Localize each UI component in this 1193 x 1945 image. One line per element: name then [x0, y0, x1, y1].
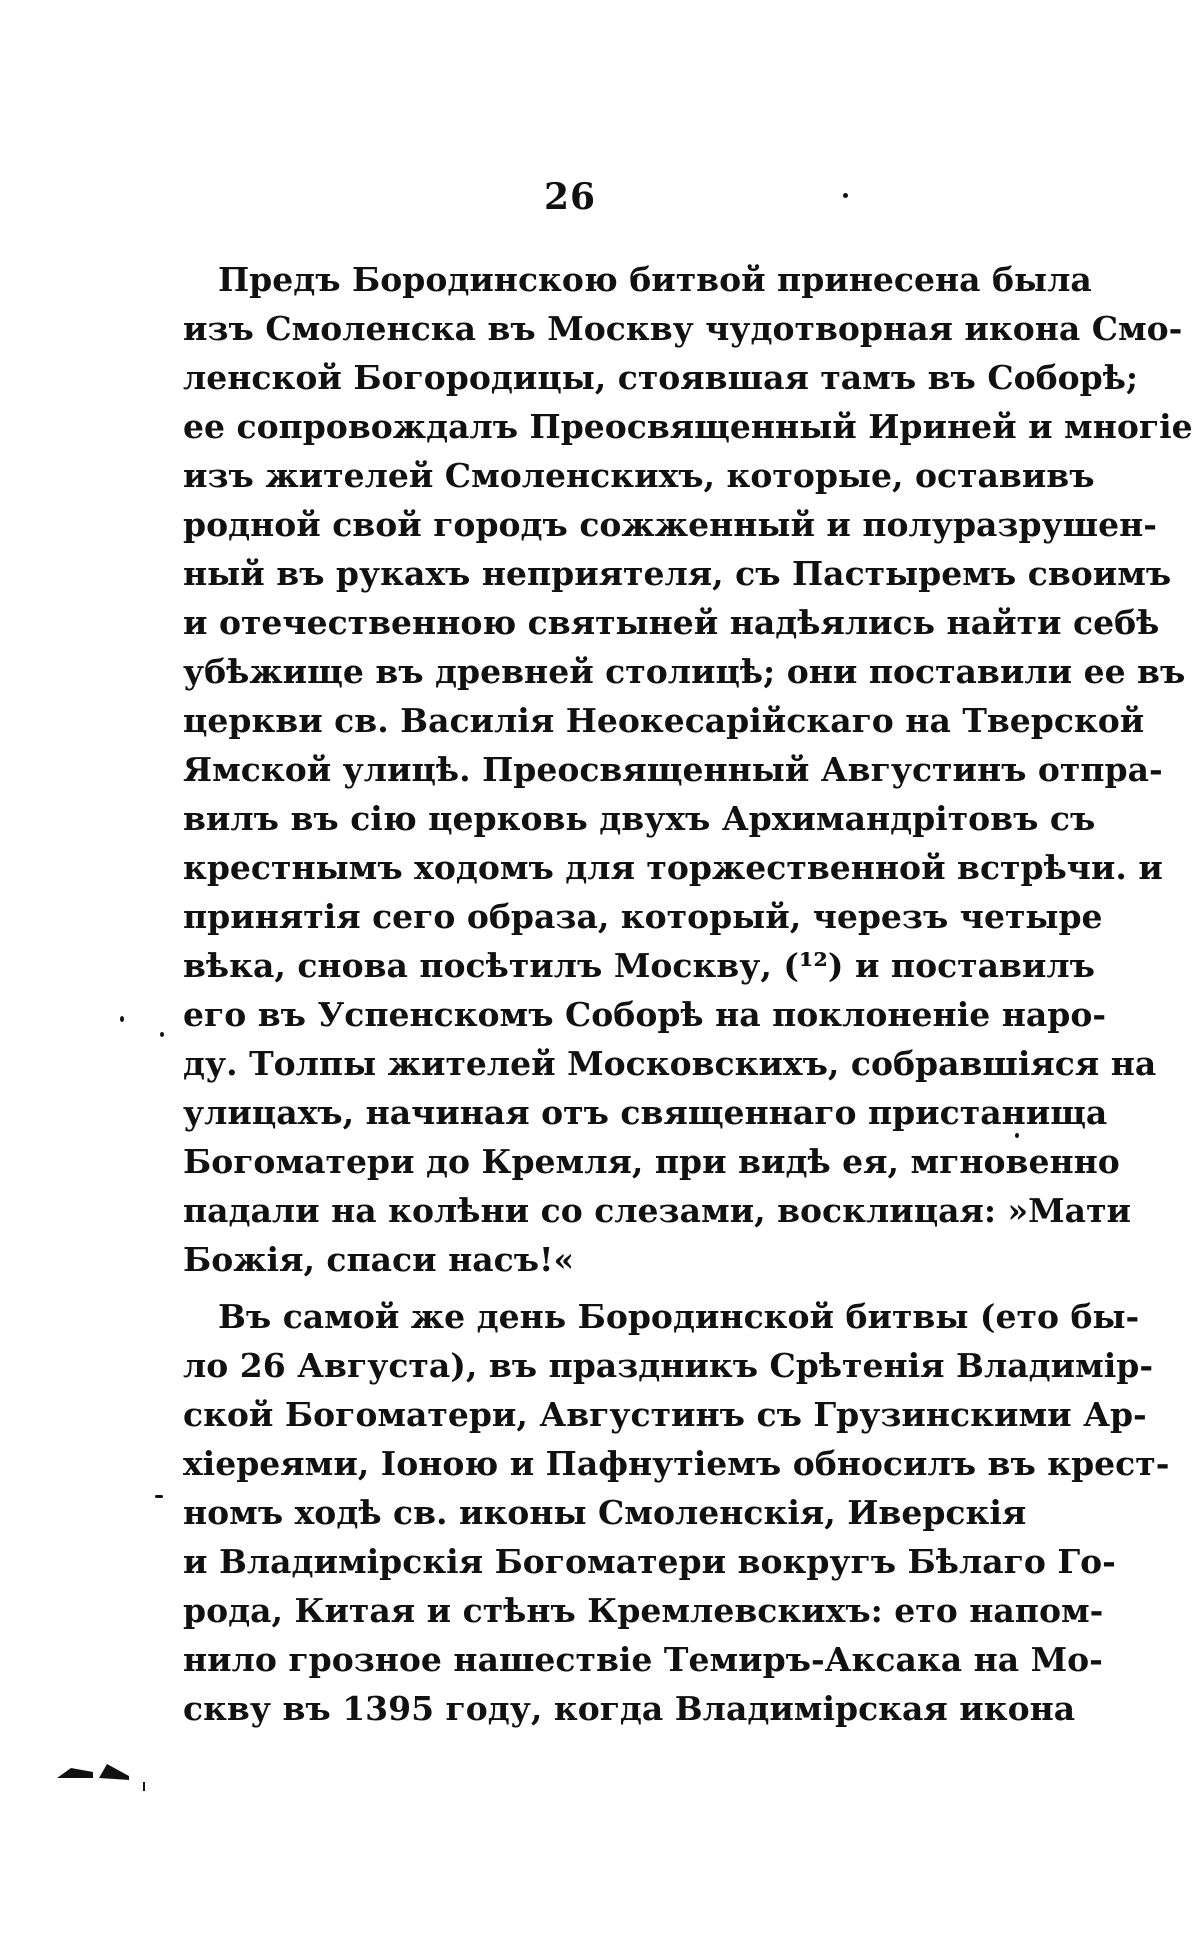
- text-line: и Владимірскія Богоматери вокругъ Бѣлаго Го-: [183, 1542, 1116, 1581]
- binding-mark-icon: [55, 1752, 145, 1792]
- print-speck: [120, 1016, 124, 1022]
- text-line: ленской Богородицы, стоявшая тамъ въ Соборѣ;: [183, 358, 1139, 397]
- text-line: вилъ въ сію церковь двухъ Архимандрітовъ съ: [183, 799, 1096, 838]
- text-line: хіереями, Іоною и Пафнутіемъ обносилъ въ крест-: [183, 1444, 1170, 1483]
- text-line: ло 26 Августа), въ праздникъ Срѣтенія Владимір-: [183, 1346, 1154, 1385]
- print-speck: [843, 193, 848, 198]
- paragraph-2: [183, 1292, 1170, 1733]
- text-line: номъ ходѣ св. иконы Смоленскія, Иверскія: [183, 1493, 1027, 1532]
- text-line: родной свой городъ сожженный и полуразрушен-: [183, 505, 1157, 544]
- text-line: и отечественною святыней надѣялись найти себѣ: [183, 603, 1160, 642]
- page-number: 26: [543, 176, 597, 218]
- text-line: вѣка, снова посѣтилъ Москву, (¹²) и поставилъ: [183, 946, 1095, 985]
- print-speck: [160, 1032, 164, 1037]
- text-line: ду. Толпы жителей Московскихъ, собравшіяся на: [183, 1044, 1157, 1083]
- text-line: Въ самой же день Бородинской битвы (ето бы-: [218, 1297, 1140, 1336]
- text-line: Богоматери до Кремля, при видѣ ея, мгновенно: [183, 1142, 1120, 1181]
- text-line: улицахъ, начиная отъ священнаго пристанища: [183, 1093, 1108, 1132]
- text-line: ный въ рукахъ неприятеля, съ Пастыремъ своимъ: [183, 554, 1172, 593]
- text-line: Предъ Бородинскою битвой принесена была: [218, 260, 1092, 299]
- print-speck: [155, 1495, 163, 1498]
- text-line: его въ Успенскомъ Соборѣ на поклоненіе наро-: [183, 995, 1107, 1034]
- paragraph-1: [183, 255, 1193, 1284]
- body-text: [183, 255, 1193, 1733]
- text-line: ской Богоматери, Августинъ съ Грузинскими Ар-: [183, 1395, 1147, 1434]
- text-line: скву въ 1395 году, когда Владимірская икона: [183, 1689, 1076, 1728]
- text-line: нило грозное нашествіе Темиръ-Аксака на Мо-: [183, 1640, 1103, 1679]
- text-line: Божія, спаси насъ!«: [183, 1240, 575, 1279]
- text-line: крестнымъ ходомъ для торжественной встрѣчи. и: [183, 848, 1163, 887]
- text-line: изъ жителей Смоленскихъ, которые, оставивъ: [183, 456, 1095, 495]
- text-line: ее сопровождалъ Преосвященный Ириней и многіе: [183, 407, 1193, 446]
- text-line: принятія сего образа, который, черезъ четыре: [183, 897, 1103, 936]
- print-speck: [1015, 1133, 1019, 1138]
- text-line: рода, Китая и стѣнъ Кремлевскихъ: ето напом-: [183, 1591, 1104, 1630]
- text-line: падали на колѣни со слезами, восклицая: »Мати: [183, 1191, 1131, 1230]
- text-line: церкви св. Василія Неокесарійскаго на Тверской: [183, 701, 1145, 740]
- text-line: убѣжище въ древней столицѣ; они поставили ее въ: [183, 652, 1186, 691]
- text-line: изъ Смоленска въ Москву чудотворная икона Смо-: [183, 309, 1183, 348]
- paragraph-gap: [183, 1284, 1005, 1292]
- text-line: Ямской улицѣ. Преосвященный Августинъ отпра-: [183, 750, 1163, 789]
